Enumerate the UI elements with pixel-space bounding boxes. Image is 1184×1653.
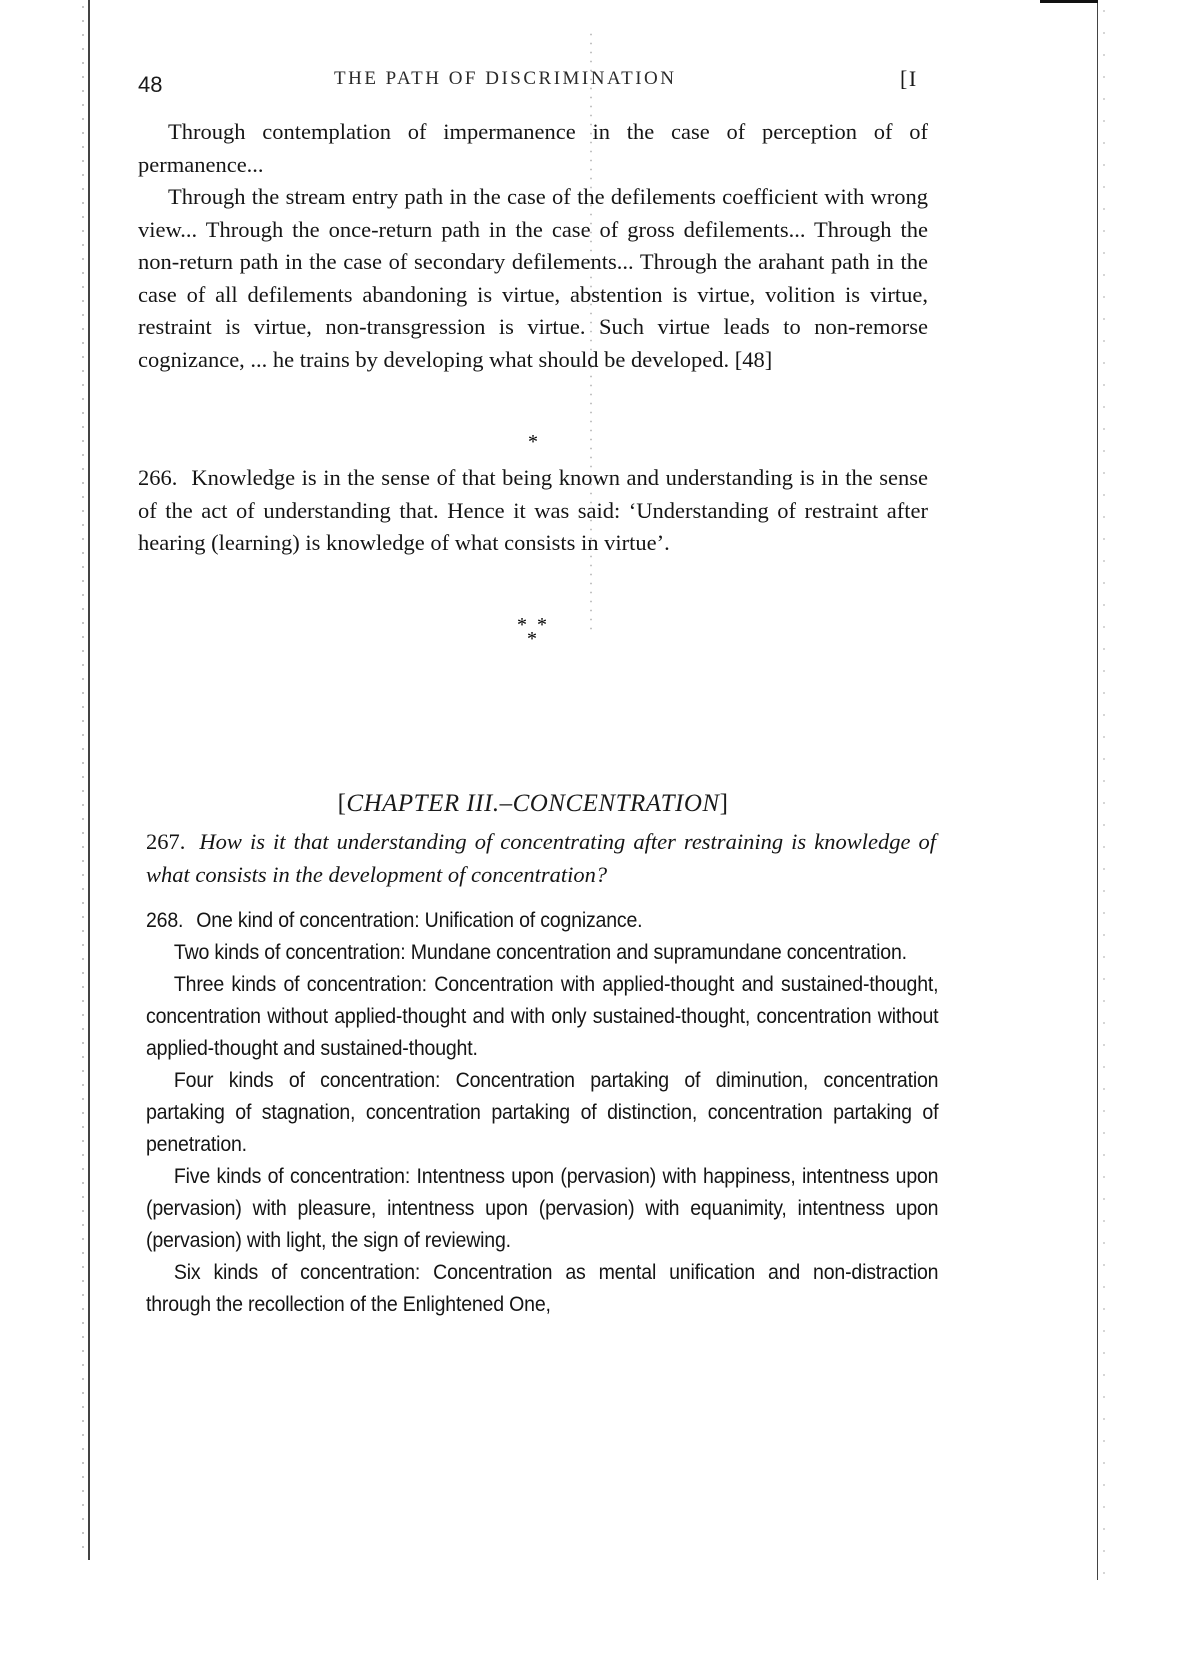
paragraph-number: 267. (146, 829, 186, 854)
chapter-heading (138, 790, 928, 818)
page-number: 48 (138, 72, 163, 97)
paragraph (146, 905, 938, 937)
bracket-open: [ (337, 790, 347, 817)
scan-edge-right (1097, 0, 1098, 1580)
paragraph-number: 266. (138, 465, 178, 490)
asterisk-ornament: * (528, 431, 538, 453)
paragraph: Five kinds of concentration: Intentness upon (pervasion) with happiness, intentness upon (pervasion) with pleasure, intentness upon (pervasion) with equanimity, intentness upon (pervasion) with light, the sign of reviewing. (146, 1165, 939, 1252)
paragraph: Three kinds of concentration: Concentration with applied-thought and sustained-thought, concentration without applied-thought and with only sustained-thought, concentration without applied-thought and sustained-thought. (146, 973, 939, 1060)
section-266 (138, 462, 928, 560)
paragraph (138, 462, 928, 560)
asterism-ornament (510, 614, 554, 650)
question-text: How is it that understanding of concentrating after restraining is knowledge of what consists in the development of concentration? (146, 829, 936, 887)
section-mark: [I (900, 66, 918, 91)
paragraph: Two kinds of concentration: Mundane concentration and supramundane concentration. (173, 941, 907, 964)
paragraph: Six kinds of concentration: Concentration as mental unification and non-distraction through the recollection of the Enlightened One, (146, 1261, 939, 1316)
section-267 (146, 826, 936, 891)
bracket-close: ] (719, 790, 729, 817)
paragraph: Through contemplation of impermanence in the case of perception of of permanence... (138, 119, 928, 177)
scan-edge-noise-left (80, 0, 86, 1560)
asterisk: * (537, 614, 547, 636)
scan-edge-noise-right (1100, 0, 1108, 1580)
chapter-title: CHAPTER III.–CONCENTRATION (346, 790, 720, 817)
paragraph: Through the stream entry path in the case of the defilements coefficient with wrong view... Through the once-return path in the case of gross defilements... Through the non-return path in the case of secondary defilements... Through the arahant path in the case of all defilements abandoning is virtue, abstention is virtue, volition is virtue, restraint is virtue, non-transgression is virtue. Such virtue leads to non-remorse cognizance, ... he trains by developing what should be developed. [48] (138, 184, 928, 372)
paragraph-text: Knowledge is in the sense of that being known and understanding is in the sense of the act of understanding that. Hence it was said: ‘Understanding of restraint after hearing (learning) is knowledge of what consists in virtue’. (138, 465, 928, 555)
scan-edge-left (88, 0, 90, 1560)
book-title: THE PATH OF DISCRIMINATION (334, 68, 677, 89)
paragraph: Four kinds of concentration: Concentration partaking of diminution, concentration partaking of stagnation, concentration partaking of distinction, concentration partaking of penetration. (146, 1069, 939, 1156)
question-paragraph (146, 826, 936, 891)
section-268 (146, 905, 939, 1321)
asterisk: * (517, 614, 527, 636)
book-page (138, 60, 978, 1316)
paragraph-text: One kind of concentration: Unification of cognizance. (196, 909, 643, 932)
asterisk: * (527, 628, 537, 650)
section-virtue-continuation (138, 116, 928, 376)
paragraph-number: 268. (146, 909, 184, 932)
scan-edge-top (1040, 0, 1098, 3)
running-header (138, 60, 978, 100)
